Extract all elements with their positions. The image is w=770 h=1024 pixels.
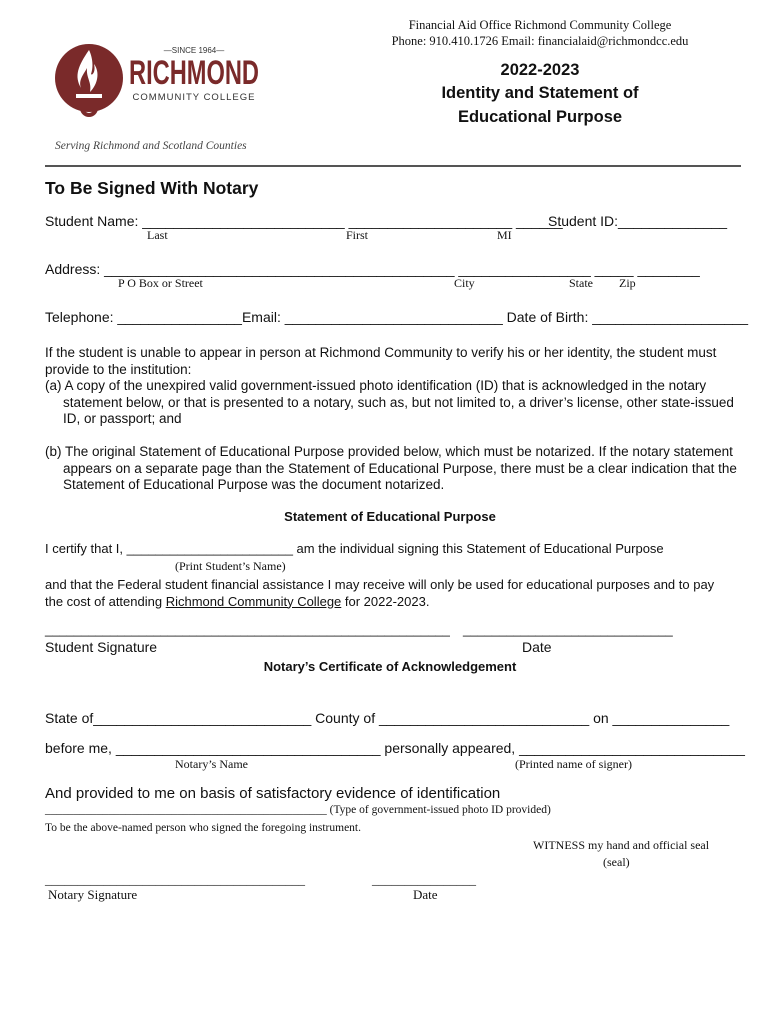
serving-tagline: Serving Richmond and Scotland Counties <box>55 140 247 152</box>
section-title: To Be Signed With Notary <box>45 178 259 198</box>
statement-body <box>45 577 735 610</box>
instructions-item-b: (b) The original Statement of Educational Purpose provided below, which must be notarized. If the notary statement appears on a separate page than the Statement of Educational Purpose, there must be a clear indication that the Statement of Educational Purpose was the document notarized. <box>45 444 737 492</box>
seal-text: (seal) <box>603 855 630 869</box>
contact-line: Phone: 910.410.1726 Email: financialaid@richmondcc.edu <box>391 34 689 48</box>
certify-line[interactable]: I certify that I, _______________________ am the individual signing this Statement of Educational Purpose <box>45 541 664 556</box>
instructions-intro: If the student is unable to appear in person at Richmond Community to verify his or her identity, the student must provide to the institution: <box>45 345 717 377</box>
id-type-caption: (Type of government-issued photo ID provided) <box>329 804 551 816</box>
print-name-caption: (Print Student’s Name) <box>175 559 286 573</box>
caption-zip: Zip <box>619 276 636 290</box>
telephone-email-dob-field[interactable]: Telephone: ________________Email: ____________________________ Date of Birth: ____________________ <box>45 309 748 325</box>
witness-text: WITNESS my hand and official seal <box>533 838 710 852</box>
logo-since-text: —SINCE 1964— <box>163 46 225 55</box>
richmond-community-college-logo <box>54 38 269 123</box>
student-name-field[interactable]: Student Name: __________________________ _____________________ ______ <box>45 213 563 229</box>
notary-signature-label: Notary Signature <box>48 887 138 902</box>
student-signature-label: Student Signature <box>45 639 158 655</box>
caption-mi: MI <box>497 228 512 242</box>
form-year: 2022-2023 <box>500 61 580 79</box>
statement-heading: Statement of Educational Purpose <box>284 509 496 524</box>
student-id-field[interactable]: Student ID:______________ <box>548 213 728 229</box>
notary-state-county-line[interactable]: State of____________________________ County of ___________________________ on _______________ <box>45 710 730 726</box>
caption-first: First <box>346 228 369 242</box>
evidence-line: And provided to me on basis of satisfactory evidence of identification <box>45 785 501 802</box>
instructions-item-a: (a) A copy of the unexpired valid government-issued photo identification (ID) that is acknowledged in the notary statement below, or that is presented to a notary, such as, but not limited to, a driver’s license, other state-issued ID, or passport; and <box>45 378 734 426</box>
caption-last: Last <box>147 228 168 242</box>
caption-city: City <box>454 276 475 290</box>
logo-sub-text: COMMUNITY COLLEGE <box>132 92 256 103</box>
logo-name-text: RICHMOND <box>129 54 259 92</box>
notary-date-line[interactable]: ________________ <box>372 872 476 887</box>
address-field[interactable]: Address: _____________________________________________ _________________ _____ ________ <box>45 261 700 277</box>
student-date-line[interactable]: _____________________________ <box>463 622 673 637</box>
id-type-field[interactable] <box>45 804 551 816</box>
form-title-line1: Identity and Statement of <box>441 84 639 102</box>
caption-street: P O Box or Street <box>118 276 203 290</box>
caption-state: State <box>569 276 593 290</box>
id-type-rule: _________________________________________________ <box>45 804 327 816</box>
notary-name-caption: Notary’s Name <box>175 757 248 771</box>
notary-date-label: Date <box>413 887 438 902</box>
student-date-label: Date <box>522 639 552 655</box>
notary-heading: Notary’s Certificate of Acknowledgement <box>263 659 517 674</box>
student-signature-line[interactable]: ________________________________________________________ <box>45 622 450 637</box>
college-name: Richmond Community College <box>165 593 342 609</box>
notary-before-me-line[interactable]: before me, __________________________________ personally appeared, _____________________________ <box>45 740 745 756</box>
printed-name-caption: (Printed name of signer) <box>515 757 632 771</box>
notary-signature-line[interactable]: ________________________________________ <box>45 872 305 887</box>
statement-body-part1: and that the Federal student financial assistance I may receive will only be used for educational purposes and to pay the cost of attending <box>45 577 715 609</box>
above-named-text: To be the above-named person who signed the foregoing instrument. <box>45 822 362 834</box>
office-line: Financial Aid Office Richmond Community College <box>408 18 672 32</box>
form-title-line2: Educational Purpose <box>457 108 623 126</box>
statement-body-part2: for 2022-2023. <box>341 593 430 609</box>
header-divider <box>45 165 741 167</box>
